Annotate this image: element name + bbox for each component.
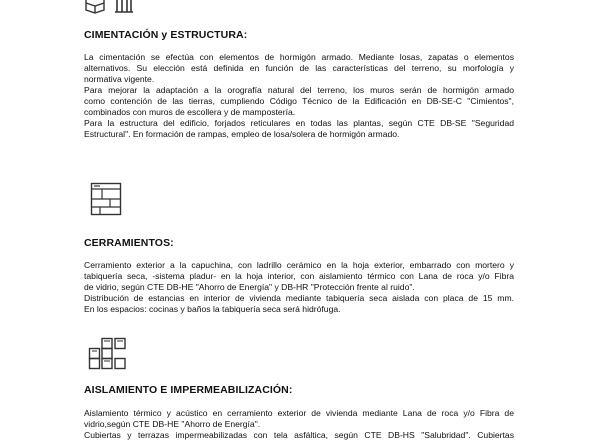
text-line: combinados con muros de escollera y de mampostería. <box>84 107 296 117</box>
section-heading-cerramientos: CERRAMIENTOS: <box>84 237 174 249</box>
text-line: Cerramiento exterior a la capuchina, con ladrillo cerámico en la hoja exterior, embarrado con mortero y <box>84 260 514 270</box>
wall-panel-icon <box>90 182 122 216</box>
section-body-cerramientos <box>84 260 514 315</box>
text-line: Distribución de estancias en interior de vivienda mediante tabiquería seca aislada con placa de 15 mm. <box>84 293 514 303</box>
text-line: Estructural". En formación de rampas, empleo de losa/solera de hormigón armado. <box>84 129 400 139</box>
section-heading-aislamiento: AISLAMIENTO E IMPERMEABILIZACIÓN: <box>84 384 293 396</box>
text-line: de vidrio, según CTE DB-HE "Ahorro de Energía" y DB-HR "Protección frente al ruido". <box>84 282 415 292</box>
text-line: como contención de las tierras, cumpliendo Código Técnico de la Edificación en DB-SE-C "Cimientos", <box>84 96 514 106</box>
section-body-aislamiento <box>84 408 514 441</box>
text-line: Aislamiento térmico y acústico en cerramiento exterior de vivienda mediante Lana de roca y/o Fibra de <box>84 408 514 418</box>
section-heading-cimentacion: CIMENTACIÓN y ESTRUCTURA: <box>84 29 248 41</box>
cube-icon <box>84 0 106 14</box>
text-line: Para mejorar la adaptación a la orografía natural del terreno, los muros serán de hormigón armado <box>84 85 514 95</box>
text-line: tabiquería seca, -sistema pladur- en la hoja interior, con aislamiento térmico con Lana de roca y/o Fibra <box>84 271 514 281</box>
text-line: normativa vigente. <box>84 74 155 84</box>
text-line: vidrio,según CTE DB-HE "Ahorro de Energía". <box>84 419 261 429</box>
text-line: alternativos. Su elección está definida en función de las características del terreno, su morfología y <box>84 63 514 73</box>
text-line: La cimentación se efectúa con elementos de hormigón armado. Mediante losas, zapatas o elementos <box>84 52 514 62</box>
columns-icon <box>114 0 134 14</box>
section-body-cimentacion <box>84 52 514 140</box>
insulation-blocks-icon <box>88 337 128 371</box>
text-line: Cubiertas y terrazas impermeabilizadas con tela asfáltica, según CTE DB-HS "Salubridad". Cubiertas <box>84 430 514 440</box>
text-line: Para la estructura del edificio, forjados reticulares en todas las plantas, según CTE DB-SE "Seguridad <box>84 118 514 128</box>
text-line: En los espacios: cocinas y baños la tabiquería seca será hidrófuga. <box>84 304 341 314</box>
